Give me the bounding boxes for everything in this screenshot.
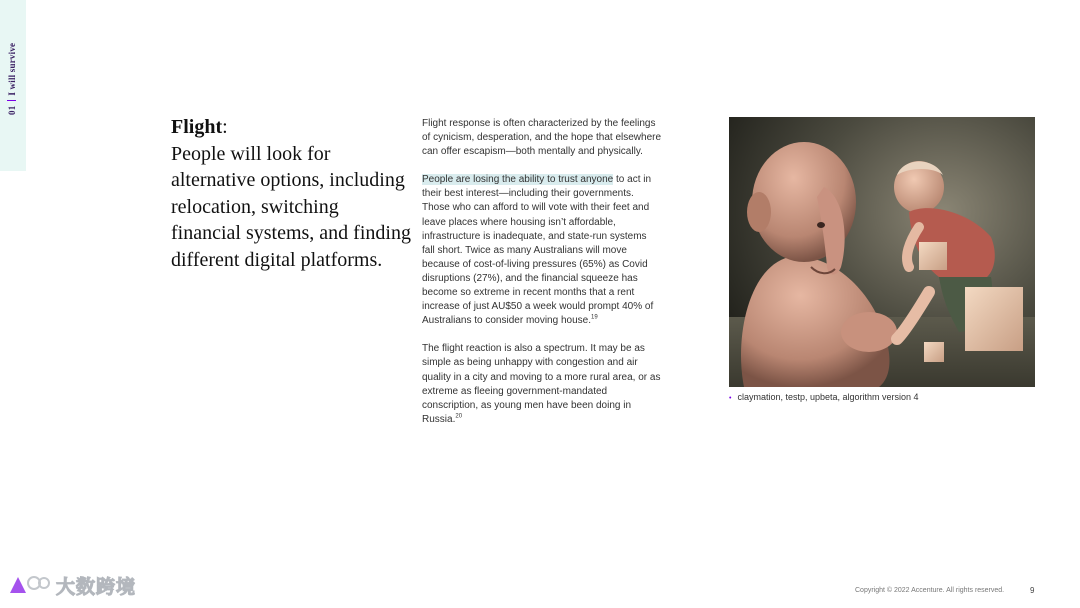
caption-bullet: • <box>729 395 732 402</box>
section-label <box>7 43 17 115</box>
body-paragraph-1: Flight response is often characterized by the feelings of cynicism, desperation, and the hope that elsewhere can offer escapism—both mentally and physically. <box>422 118 662 158</box>
footnote-19: 19 <box>590 314 598 321</box>
watermark-text: 大数跨境 <box>56 576 137 598</box>
section-number: 01 <box>7 105 17 115</box>
highlighted-text: People are losing the ability to trust anyone <box>422 174 614 186</box>
footnote-20: 20 <box>455 413 463 420</box>
section-title: I will survive <box>7 42 17 96</box>
watermark-logo-icon <box>8 573 50 599</box>
body-paragraph-2-rest: to act in their best interest—including their governments. Those who can afford to will vote with their feet and leave places where housing isn’t affordable, infrastructure is inadequate, and state-run systems fall short. Twice as many Australians will move because of cost-of-living pressures (65%) as Covid disruptions (27%), and the financial squeeze has become so extreme in recent months that a rent increase of just AU$50 a week would prompt 40% of Australians to consider moving house. <box>422 174 654 327</box>
watermark <box>8 572 136 599</box>
headline <box>171 114 411 273</box>
body-paragraph-3 <box>422 342 662 427</box>
caption-text: claymation, testp, upbeta, algorithm version 4 <box>737 392 919 402</box>
page-number: 9 <box>1030 586 1035 595</box>
headline-lead: Flight <box>171 116 223 138</box>
copyright-text: Copyright © 2022 Accenture. All rights reserved. <box>855 587 1005 594</box>
body-paragraph-2 <box>422 173 662 328</box>
claymation-image <box>729 117 1035 387</box>
section-sidebar-tab <box>0 0 26 171</box>
section-divider <box>7 100 16 101</box>
body-paragraph-3-text: The flight reaction is also a spectrum. It may be as simple as being unhappy with congestion and air quality in a city and moving to a more rural area, or as extreme as fleeing government-mandated conscription, as young men have been doing in Russia. <box>422 343 661 425</box>
image-caption <box>729 392 919 402</box>
headline-text: People will look for alternative options, including relocation, switching financial systems, and finding different digital platforms. <box>171 142 411 271</box>
body-text-column <box>422 117 662 441</box>
headline-colon: : <box>222 116 228 138</box>
